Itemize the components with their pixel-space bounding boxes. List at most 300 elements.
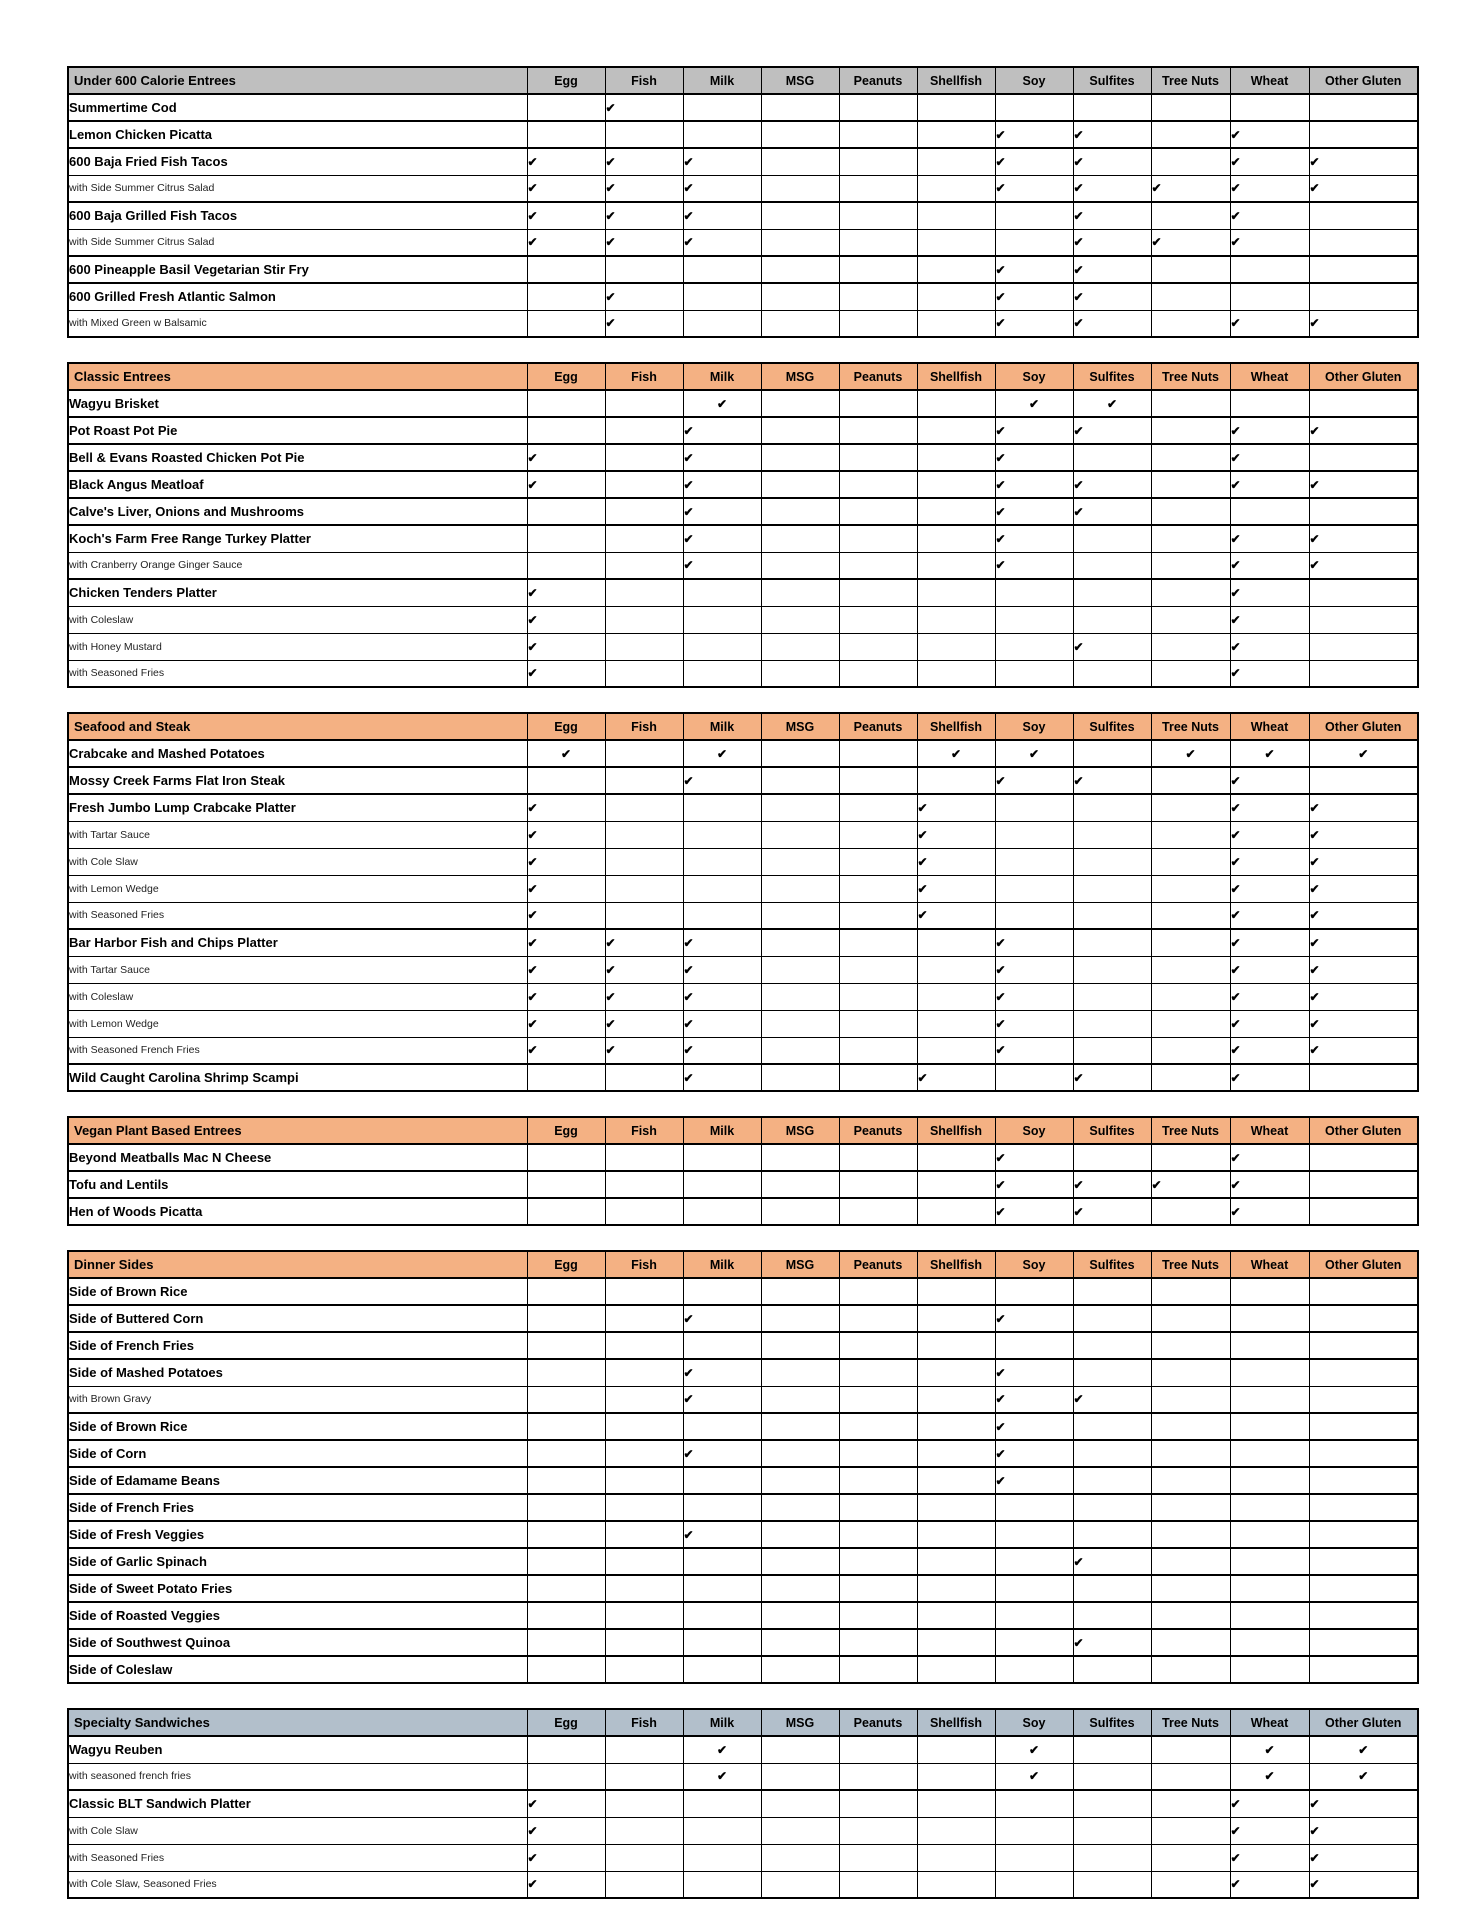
- checkmark-icon: ✔: [1230, 127, 1241, 142]
- allergen-cell-sulfites: [1073, 444, 1151, 471]
- allergen-cell-shellfish: [917, 525, 995, 552]
- allergen-cell-other-gluten: [1309, 148, 1418, 175]
- allergen-cell-wheat: [1230, 794, 1309, 821]
- checkmark-icon: ✔: [995, 1446, 1006, 1461]
- allergen-cell-shellfish: [917, 902, 995, 929]
- allergen-cell-tree-nuts: [1151, 283, 1230, 310]
- allergen-cell-shellfish: [917, 740, 995, 767]
- allergen-cell-shellfish: [917, 256, 995, 283]
- table-row-with-cole-slaw: [68, 1817, 1418, 1844]
- allergen-cell-egg: [527, 1386, 605, 1413]
- table-row-with-lemon-wedge: [68, 1010, 1418, 1037]
- allergen-cell-soy: [995, 929, 1073, 956]
- allergen-cell-peanuts: [839, 229, 917, 256]
- allergen-cell-wheat: [1230, 1844, 1309, 1871]
- item-name-label: Side of Mashed Potatoes: [68, 1359, 527, 1386]
- checkmark-icon: ✔: [995, 181, 1006, 196]
- allergen-cell-milk: [683, 606, 761, 633]
- allergen-cell-wheat: [1230, 525, 1309, 552]
- table-row-with-tartar-sauce: [68, 956, 1418, 983]
- allergen-cell-egg: [527, 1817, 605, 1844]
- allergen-cell-tree-nuts: [1151, 606, 1230, 633]
- allergen-cell-tree-nuts: [1151, 794, 1230, 821]
- allergen-cell-tree-nuts: [1151, 552, 1230, 579]
- allergen-cell-peanuts: [839, 310, 917, 337]
- table-row-summertime-cod: [68, 94, 1418, 121]
- allergen-cell-soy: [995, 94, 1073, 121]
- allergen-cell-other-gluten: [1309, 875, 1418, 902]
- allergen-cell-soy: [995, 202, 1073, 229]
- allergen-cell-peanuts: [839, 552, 917, 579]
- checkmark-icon: ✔: [527, 1796, 538, 1811]
- allergen-cell-egg: [527, 821, 605, 848]
- allergen-cell-fish: [605, 310, 683, 337]
- checkmark-icon: ✔: [1073, 154, 1084, 169]
- allergen-cell-other-gluten: [1309, 848, 1418, 875]
- allergen-cell-other-gluten: [1309, 121, 1418, 148]
- checkmark-icon: ✔: [683, 154, 694, 169]
- allergen-cell-peanuts: [839, 848, 917, 875]
- allergen-cell-milk: [683, 175, 761, 202]
- allergen-cell-sulfites: [1073, 121, 1151, 148]
- table-row-side-of-sweet-potato-fries: [68, 1575, 1418, 1602]
- item-name-label: Bar Harbor Fish and Chips Platter: [68, 929, 527, 956]
- allergen-cell-egg: [527, 256, 605, 283]
- allergen-cell-egg: [527, 956, 605, 983]
- allergen-cell-msg: [761, 633, 839, 660]
- allergen-cell-msg: [761, 417, 839, 444]
- allergen-cell-peanuts: [839, 1548, 917, 1575]
- allergen-cell-fish: [605, 660, 683, 687]
- table-row-with-seasoned-fries: [68, 1844, 1418, 1871]
- allergen-cell-egg: [527, 471, 605, 498]
- checkmark-icon: ✔: [1358, 1742, 1369, 1757]
- allergen-cell-soy: [995, 1144, 1073, 1171]
- checkmark-icon: ✔: [1264, 1742, 1275, 1757]
- allergen-cell-wheat: [1230, 202, 1309, 229]
- allergen-cell-msg: [761, 1790, 839, 1817]
- allergen-cell-sulfites: [1073, 1198, 1151, 1225]
- allergen-cell-shellfish: [917, 1386, 995, 1413]
- allergen-cell-sulfites: [1073, 1332, 1151, 1359]
- allergen-cell-sulfites: [1073, 148, 1151, 175]
- checkmark-icon: ✔: [527, 854, 538, 869]
- allergen-cell-egg: [527, 1844, 605, 1871]
- column-header-fish: Fish: [605, 363, 683, 390]
- allergen-cell-msg: [761, 310, 839, 337]
- allergen-cell-milk: [683, 1790, 761, 1817]
- allergen-cell-wheat: [1230, 1494, 1309, 1521]
- allergen-cell-soy: [995, 902, 1073, 929]
- allergen-cell-msg: [761, 1010, 839, 1037]
- allergen-cell-sulfites: [1073, 767, 1151, 794]
- table-row-600-baja-fried-fish-tacos: [68, 148, 1418, 175]
- checkmark-icon: ✔: [683, 181, 694, 196]
- allergen-cell-wheat: [1230, 1629, 1309, 1656]
- allergen-cell-milk: [683, 471, 761, 498]
- checkmark-icon: ✔: [995, 1473, 1006, 1488]
- allergen-cell-fish: [605, 1144, 683, 1171]
- allergen-cell-msg: [761, 1440, 839, 1467]
- allergen-cell-sulfites: [1073, 1548, 1151, 1575]
- allergen-cell-milk: [683, 1278, 761, 1305]
- checkmark-icon: ✔: [1230, 1043, 1241, 1058]
- item-variant-label: with Honey Mustard: [68, 633, 527, 660]
- column-header-tree-nuts: Tree Nuts: [1151, 1251, 1230, 1278]
- allergen-cell-shellfish: [917, 1575, 995, 1602]
- allergen-cell-peanuts: [839, 256, 917, 283]
- allergen-cell-tree-nuts: [1151, 1763, 1230, 1790]
- allergen-cell-wheat: [1230, 175, 1309, 202]
- checkmark-icon: ✔: [683, 1070, 694, 1085]
- table-row-wagyu-reuben: [68, 1736, 1418, 1763]
- table-row-with-brown-gravy: [68, 1386, 1418, 1413]
- column-header-milk: Milk: [683, 363, 761, 390]
- checkmark-icon: ✔: [527, 154, 538, 169]
- allergen-cell-wheat: [1230, 1064, 1309, 1091]
- table-row-mossy-creek-farms-flat-iron-steak: [68, 767, 1418, 794]
- allergen-cell-sulfites: [1073, 1790, 1151, 1817]
- allergen-table-dinner-sides: [67, 1250, 1419, 1684]
- allergen-cell-soy: [995, 1629, 1073, 1656]
- allergen-cell-shellfish: [917, 794, 995, 821]
- allergen-cell-egg: [527, 1521, 605, 1548]
- item-variant-label: with Cranberry Orange Ginger Sauce: [68, 552, 527, 579]
- column-header-milk: Milk: [683, 1117, 761, 1144]
- allergen-cell-sulfites: [1073, 1763, 1151, 1790]
- allergen-cell-peanuts: [839, 929, 917, 956]
- item-name-label: Lemon Chicken Picatta: [68, 121, 527, 148]
- column-header-wheat: Wheat: [1230, 363, 1309, 390]
- column-header-wheat: Wheat: [1230, 1251, 1309, 1278]
- item-variant-label: with Cole Slaw, Seasoned Fries: [68, 1871, 527, 1898]
- item-name-label: Calve's Liver, Onions and Mushrooms: [68, 498, 527, 525]
- allergen-cell-peanuts: [839, 1359, 917, 1386]
- allergen-cell-wheat: [1230, 579, 1309, 606]
- allergen-cell-milk: [683, 1467, 761, 1494]
- allergen-cell-egg: [527, 1548, 605, 1575]
- checkmark-icon: ✔: [1230, 989, 1241, 1004]
- checkmark-icon: ✔: [1230, 908, 1241, 923]
- column-header-peanuts: Peanuts: [839, 1709, 917, 1736]
- allergen-cell-peanuts: [839, 1817, 917, 1844]
- column-header-msg: MSG: [761, 1117, 839, 1144]
- allergen-cell-msg: [761, 148, 839, 175]
- allergen-cell-msg: [761, 1198, 839, 1225]
- table-row-bell-evans-roasted-chicken-pot-pie: [68, 444, 1418, 471]
- allergen-cell-other-gluten: [1309, 1656, 1418, 1683]
- allergen-cell-soy: [995, 417, 1073, 444]
- allergen-cell-egg: [527, 498, 605, 525]
- allergen-cell-shellfish: [917, 444, 995, 471]
- allergen-cell-other-gluten: [1309, 390, 1418, 417]
- allergen-cell-other-gluten: [1309, 1010, 1418, 1037]
- allergen-cell-tree-nuts: [1151, 175, 1230, 202]
- checkmark-icon: ✔: [995, 450, 1006, 465]
- allergen-cell-peanuts: [839, 606, 917, 633]
- allergen-cell-milk: [683, 1386, 761, 1413]
- allergen-table-under-600-calorie-entrees: [67, 66, 1419, 338]
- checkmark-icon: ✔: [527, 181, 538, 196]
- item-name-label: Chicken Tenders Platter: [68, 579, 527, 606]
- column-header-wheat: Wheat: [1230, 713, 1309, 740]
- allergen-cell-shellfish: [917, 579, 995, 606]
- allergen-cell-fish: [605, 1198, 683, 1225]
- allergen-cell-other-gluten: [1309, 1602, 1418, 1629]
- allergen-table-seafood-and-steak: [67, 712, 1419, 1092]
- column-header-shellfish: Shellfish: [917, 67, 995, 94]
- allergen-cell-other-gluten: [1309, 175, 1418, 202]
- table-row-lemon-chicken-picatta: [68, 121, 1418, 148]
- checkmark-icon: ✔: [1028, 1742, 1040, 1757]
- checkmark-icon: ✔: [1151, 235, 1162, 250]
- allergen-cell-egg: [527, 1064, 605, 1091]
- allergen-cell-soy: [995, 283, 1073, 310]
- allergen-cell-shellfish: [917, 875, 995, 902]
- allergen-cell-other-gluten: [1309, 1171, 1418, 1198]
- allergen-cell-soy: [995, 1037, 1073, 1064]
- checkmark-icon: ✔: [605, 989, 616, 1004]
- table-row-black-angus-meatloaf: [68, 471, 1418, 498]
- column-header-fish: Fish: [605, 67, 683, 94]
- allergen-cell-wheat: [1230, 1467, 1309, 1494]
- allergen-cell-shellfish: [917, 1844, 995, 1871]
- table-row-side-of-fresh-veggies: [68, 1521, 1418, 1548]
- allergen-cell-milk: [683, 1736, 761, 1763]
- item-variant-label: with Cole Slaw: [68, 848, 527, 875]
- allergen-cell-milk: [683, 1575, 761, 1602]
- allergen-cell-sulfites: [1073, 498, 1151, 525]
- allergen-cell-other-gluten: [1309, 417, 1418, 444]
- allergen-cell-shellfish: [917, 202, 995, 229]
- allergen-cell-egg: [527, 606, 605, 633]
- checkmark-icon: ✔: [605, 1043, 616, 1058]
- checkmark-icon: ✔: [1230, 1177, 1241, 1192]
- column-header-msg: MSG: [761, 363, 839, 390]
- allergen-cell-shellfish: [917, 552, 995, 579]
- allergen-cell-egg: [527, 1736, 605, 1763]
- allergen-cell-milk: [683, 956, 761, 983]
- allergen-cell-shellfish: [917, 848, 995, 875]
- allergen-cell-tree-nuts: [1151, 1575, 1230, 1602]
- item-name-label: Side of Edamame Beans: [68, 1467, 527, 1494]
- allergen-cell-tree-nuts: [1151, 229, 1230, 256]
- allergen-cell-sulfites: [1073, 417, 1151, 444]
- allergen-cell-other-gluten: [1309, 767, 1418, 794]
- checkmark-icon: ✔: [995, 1177, 1006, 1192]
- table-row-chicken-tenders-platter: [68, 579, 1418, 606]
- table-row-side-of-garlic-spinach: [68, 1548, 1418, 1575]
- checkmark-icon: ✔: [950, 746, 962, 761]
- allergen-cell-tree-nuts: [1151, 471, 1230, 498]
- allergen-cell-wheat: [1230, 740, 1309, 767]
- allergen-cell-tree-nuts: [1151, 902, 1230, 929]
- checkmark-icon: ✔: [1309, 989, 1320, 1004]
- allergen-cell-shellfish: [917, 121, 995, 148]
- allergen-cell-peanuts: [839, 740, 917, 767]
- allergen-cell-egg: [527, 94, 605, 121]
- checkmark-icon: ✔: [995, 423, 1006, 438]
- item-name-label: Side of Coleslaw: [68, 1656, 527, 1683]
- checkmark-icon: ✔: [1309, 908, 1320, 923]
- allergen-cell-sulfites: [1073, 794, 1151, 821]
- allergen-cell-milk: [683, 875, 761, 902]
- allergen-cell-milk: [683, 1871, 761, 1898]
- allergen-cell-egg: [527, 1278, 605, 1305]
- allergen-cell-milk: [683, 983, 761, 1010]
- checkmark-icon: ✔: [1230, 181, 1241, 196]
- table-row-side-of-edamame-beans: [68, 1467, 1418, 1494]
- allergen-cell-tree-nuts: [1151, 579, 1230, 606]
- allergen-cell-milk: [683, 902, 761, 929]
- allergen-cell-soy: [995, 1064, 1073, 1091]
- column-header-other-gluten: Other Gluten: [1309, 1117, 1418, 1144]
- column-header-soy: Soy: [995, 713, 1073, 740]
- column-header-peanuts: Peanuts: [839, 713, 917, 740]
- column-header-sulfites: Sulfites: [1073, 1709, 1151, 1736]
- allergen-cell-fish: [605, 1494, 683, 1521]
- allergen-cell-wheat: [1230, 1332, 1309, 1359]
- table-row-side-of-brown-rice: [68, 1413, 1418, 1440]
- checkmark-icon: ✔: [1230, 639, 1241, 654]
- allergen-cell-sulfites: [1073, 1871, 1151, 1898]
- allergen-cell-tree-nuts: [1151, 1359, 1230, 1386]
- allergen-cell-tree-nuts: [1151, 310, 1230, 337]
- allergen-cell-peanuts: [839, 1064, 917, 1091]
- allergen-cell-tree-nuts: [1151, 1871, 1230, 1898]
- item-name-label: Side of Buttered Corn: [68, 1305, 527, 1332]
- checkmark-icon: ✔: [527, 450, 538, 465]
- item-variant-label: with Side Summer Citrus Salad: [68, 229, 527, 256]
- allergen-cell-msg: [761, 390, 839, 417]
- checkmark-icon: ✔: [995, 1311, 1006, 1326]
- allergen-cell-shellfish: [917, 1305, 995, 1332]
- table-row-600-pineapple-basil-vegetarian-stir-fry: [68, 256, 1418, 283]
- table-row-with-seasoned-fries: [68, 660, 1418, 687]
- allergen-cell-wheat: [1230, 929, 1309, 956]
- allergen-cell-other-gluten: [1309, 1736, 1418, 1763]
- allergen-cell-wheat: [1230, 1602, 1309, 1629]
- checkmark-icon: ✔: [605, 208, 616, 223]
- allergen-cell-msg: [761, 1278, 839, 1305]
- allergen-cell-tree-nuts: [1151, 1602, 1230, 1629]
- checkmark-icon: ✔: [1309, 558, 1320, 573]
- allergen-cell-fish: [605, 579, 683, 606]
- checkmark-icon: ✔: [527, 800, 538, 815]
- checkmark-icon: ✔: [917, 800, 928, 815]
- checkmark-icon: ✔: [527, 1043, 538, 1058]
- allergen-cell-sulfites: [1073, 983, 1151, 1010]
- column-header-other-gluten: Other Gluten: [1309, 713, 1418, 740]
- allergen-cell-other-gluten: [1309, 1871, 1418, 1898]
- allergen-cell-soy: [995, 552, 1073, 579]
- allergen-cell-msg: [761, 1575, 839, 1602]
- column-header-shellfish: Shellfish: [917, 1709, 995, 1736]
- table-row-fresh-jumbo-lump-crabcake-platter: [68, 794, 1418, 821]
- allergen-cell-peanuts: [839, 1844, 917, 1871]
- allergen-cell-sulfites: [1073, 579, 1151, 606]
- allergen-cell-peanuts: [839, 1494, 917, 1521]
- allergen-cell-milk: [683, 1548, 761, 1575]
- allergen-cell-milk: [683, 202, 761, 229]
- allergen-cell-shellfish: [917, 1521, 995, 1548]
- checkmark-icon: ✔: [1309, 935, 1320, 950]
- item-name-label: Side of Brown Rice: [68, 1278, 527, 1305]
- checkmark-icon: ✔: [1073, 1635, 1084, 1650]
- allergen-cell-msg: [761, 256, 839, 283]
- allergen-cell-milk: [683, 148, 761, 175]
- allergen-cell-milk: [683, 1171, 761, 1198]
- allergen-cell-egg: [527, 767, 605, 794]
- allergen-cell-msg: [761, 956, 839, 983]
- allergen-cell-other-gluten: [1309, 1521, 1418, 1548]
- table-row-with-seasoned-french-fries: [68, 1763, 1418, 1790]
- allergen-cell-other-gluten: [1309, 444, 1418, 471]
- allergen-cell-shellfish: [917, 94, 995, 121]
- item-name-label: Bell & Evans Roasted Chicken Pot Pie: [68, 444, 527, 471]
- allergen-cell-soy: [995, 1575, 1073, 1602]
- allergen-cell-shellfish: [917, 1790, 995, 1817]
- allergen-cell-tree-nuts: [1151, 202, 1230, 229]
- checkmark-icon: ✔: [683, 962, 694, 977]
- allergen-cell-wheat: [1230, 390, 1309, 417]
- allergen-cell-milk: [683, 1413, 761, 1440]
- allergen-cell-egg: [527, 1305, 605, 1332]
- allergen-cell-tree-nuts: [1151, 983, 1230, 1010]
- column-header-peanuts: Peanuts: [839, 1117, 917, 1144]
- checkmark-icon: ✔: [995, 154, 1006, 169]
- item-name-label: Koch's Farm Free Range Turkey Platter: [68, 525, 527, 552]
- allergen-cell-egg: [527, 1010, 605, 1037]
- allergen-cell-egg: [527, 310, 605, 337]
- allergen-cell-fish: [605, 121, 683, 148]
- checkmark-icon: ✔: [527, 989, 538, 1004]
- checkmark-icon: ✔: [527, 881, 538, 896]
- allergen-cell-milk: [683, 229, 761, 256]
- checkmark-icon: ✔: [1073, 423, 1084, 438]
- table-row-600-baja-grilled-fish-tacos: [68, 202, 1418, 229]
- allergen-cell-sulfites: [1073, 1521, 1151, 1548]
- column-header-soy: Soy: [995, 363, 1073, 390]
- checkmark-icon: ✔: [1309, 477, 1320, 492]
- allergen-cell-sulfites: [1073, 875, 1151, 902]
- allergen-cell-peanuts: [839, 660, 917, 687]
- item-variant-label: with Seasoned Fries: [68, 902, 527, 929]
- checkmark-icon: ✔: [1230, 1796, 1241, 1811]
- allergen-cell-other-gluten: [1309, 1467, 1418, 1494]
- allergen-cell-milk: [683, 1037, 761, 1064]
- allergen-cell-egg: [527, 1037, 605, 1064]
- allergen-cell-peanuts: [839, 767, 917, 794]
- allergen-cell-shellfish: [917, 1467, 995, 1494]
- column-header-soy: Soy: [995, 1251, 1073, 1278]
- allergen-cell-msg: [761, 1763, 839, 1790]
- checkmark-icon: ✔: [683, 935, 694, 950]
- table-row-with-honey-mustard: [68, 633, 1418, 660]
- allergen-cell-msg: [761, 579, 839, 606]
- checkmark-icon: ✔: [683, 1446, 694, 1461]
- checkmark-icon: ✔: [605, 100, 616, 115]
- allergen-cell-tree-nuts: [1151, 1332, 1230, 1359]
- allergen-cell-tree-nuts: [1151, 390, 1230, 417]
- checkmark-icon: ✔: [683, 235, 694, 250]
- allergen-cell-fish: [605, 1332, 683, 1359]
- allergen-cell-fish: [605, 821, 683, 848]
- allergen-cell-shellfish: [917, 633, 995, 660]
- checkmark-icon: ✔: [995, 262, 1006, 277]
- allergen-cell-tree-nuts: [1151, 1494, 1230, 1521]
- allergen-cell-soy: [995, 1413, 1073, 1440]
